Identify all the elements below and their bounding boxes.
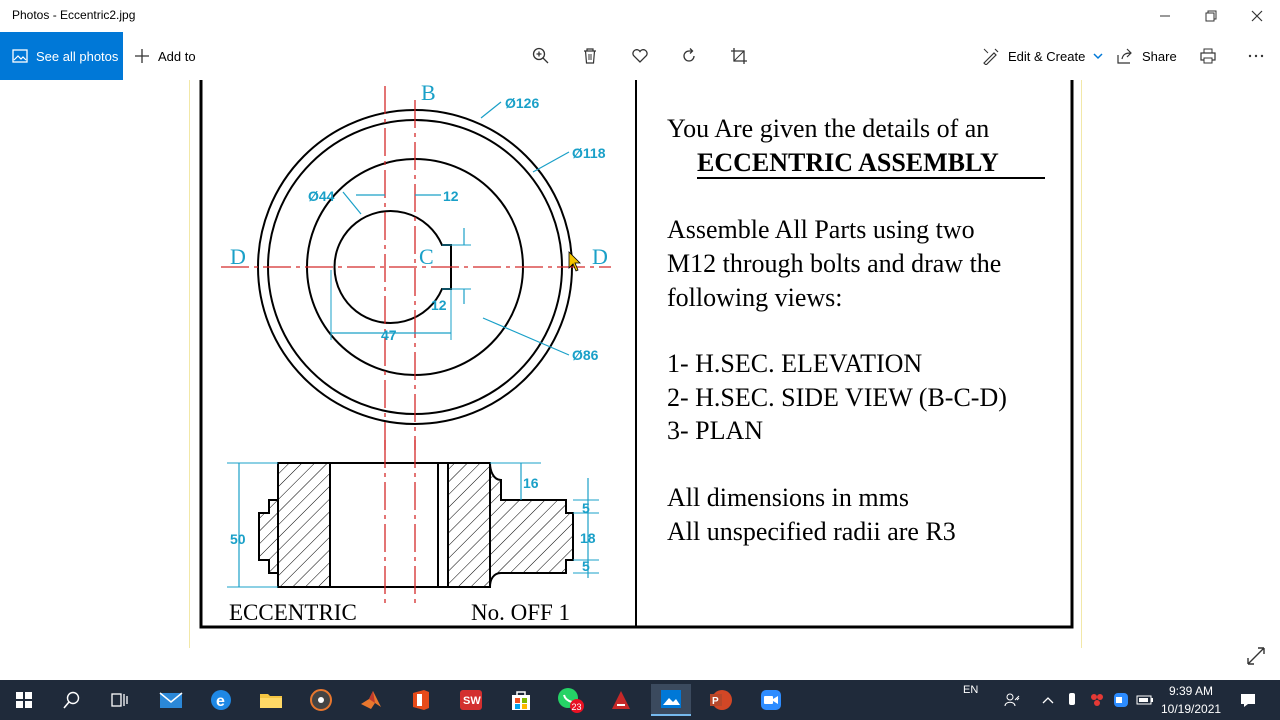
favorite-button[interactable] [628,44,652,68]
powerpoint-icon [709,689,733,711]
windows-icon [16,692,32,708]
tray-zoom[interactable] [1108,684,1134,716]
folder-icon [259,690,283,710]
engineering-drawing [190,80,1083,648]
dim-12-top: 12 [443,188,459,204]
top-view [221,86,611,450]
instruction-intro: You Are given the details of an [667,114,990,143]
label-d-left: D [230,244,246,269]
tray-app-icon [1089,692,1105,708]
chevron-down-icon [1093,51,1103,61]
dim-86: Ø86 [572,347,599,363]
trash-icon [581,47,599,65]
battery-icon [1136,694,1154,706]
dim-50: 50 [230,531,246,547]
add-to-button[interactable] [134,32,196,80]
full-screen-button[interactable] [1246,646,1266,666]
rotate-button[interactable] [677,44,701,68]
taskbar-matlab[interactable] [351,684,391,716]
zoom-tray-icon [1113,692,1129,708]
close-button[interactable] [1234,0,1280,32]
taskbar-photos[interactable] [651,684,691,716]
svg-text:SW: SW [463,695,481,707]
more-options-button[interactable] [1244,44,1268,68]
instruction-para-2: M12 through bolts and draw the [667,249,1002,278]
task-view-button[interactable] [100,684,140,716]
close-icon [1251,10,1263,22]
zoom-meeting-icon [760,689,782,711]
taskbar-powerpoint[interactable] [701,684,741,716]
instruction-view-1: 1- H.SEC. ELEVATION [667,349,923,378]
instruction-note-2: All unspecified radii are R3 [667,517,956,546]
whatsapp-badge: 23 [571,702,582,712]
mail-icon [159,690,183,710]
edit-icon [982,47,1000,65]
search-button[interactable] [52,684,92,716]
minimize-button[interactable] [1142,0,1188,32]
language-indicator[interactable]: EN [963,684,979,696]
mouse-cursor-icon [569,252,580,271]
taskbar-mail[interactable] [151,684,191,716]
see-all-label: See all photos [36,48,119,64]
part-quantity: No. OFF 1 [471,600,571,625]
dim-118: Ø118 [572,145,606,161]
instruction-heading: ECCENTRIC ASSEMBLY [697,148,999,177]
dim-5-top: 5 [582,500,590,516]
action-center-button[interactable] [1232,684,1264,716]
printer-icon [1199,47,1217,65]
instruction-view-2: 2- H.SEC. SIDE VIEW (B-C-D) [667,383,1007,412]
label-d-right: D [592,244,608,269]
taskbar [0,680,1280,720]
task-view-icon [111,691,129,709]
chevron-up-icon [1042,695,1054,705]
title-bar [0,0,1280,32]
taskbar-autocad[interactable] [601,684,641,716]
edge-icon [210,689,232,711]
media-player-icon [310,689,332,711]
taskbar-store[interactable] [501,684,541,716]
people-icon [1004,692,1020,708]
tray-usb[interactable] [1060,684,1084,716]
share-label: Share [1142,48,1177,64]
crop-icon [730,47,748,65]
taskbar-file-explorer[interactable] [251,684,291,716]
dim-47: 47 [381,327,397,343]
window-title: Photos - Eccentric2.jpg [12,8,136,22]
tray-app[interactable] [1084,684,1110,716]
dim-5-bottom: 5 [582,558,590,574]
expand-icon [1246,646,1266,666]
svg-text:e: e [216,693,225,710]
zoom-icon [532,47,550,65]
dim-126: Ø126 [505,95,540,111]
taskbar-edge[interactable] [201,684,241,716]
edit-create-label: Edit & Create [1008,48,1086,64]
part-name: ECCENTRIC [229,600,357,625]
zoom-button[interactable] [529,44,553,68]
dim-44: Ø44 [308,188,335,204]
dim-12-side: 12 [431,297,447,313]
photo-image [189,80,1082,648]
instruction-view-3: 3- PLAN [667,416,764,445]
tray-people[interactable] [996,684,1028,716]
photos-icon [12,48,28,64]
instruction-note-1: All dimensions in mms [667,483,909,512]
delete-button[interactable] [578,44,602,68]
clock-time[interactable]: 9:39 AM [1169,684,1214,698]
clock-date[interactable]: 10/19/2021 [1161,702,1222,716]
section-view [227,440,599,605]
taskbar-whatsapp[interactable] [551,684,591,716]
print-button[interactable] [1196,44,1220,68]
tray-show-hidden[interactable] [1034,684,1062,716]
plus-icon [134,48,150,64]
instruction-para-3: following views: [667,283,843,312]
crop-button[interactable] [727,44,751,68]
restore-button[interactable] [1188,0,1234,32]
autocad-icon [610,689,632,711]
matlab-icon [360,689,382,711]
whatsapp-icon [556,687,586,713]
more-icon [1247,47,1265,65]
store-icon [510,689,532,711]
heart-icon [631,47,649,65]
tray-battery[interactable] [1132,684,1158,716]
share-icon [1116,47,1134,65]
solidworks-icon [459,689,483,711]
dim-16: 16 [523,475,539,491]
minimize-icon [1159,10,1171,22]
taskbar-media[interactable] [301,684,341,716]
dim-18: 18 [580,530,596,546]
restore-icon [1205,10,1217,22]
photos-toolbar [0,32,1280,80]
start-button[interactable] [4,684,44,716]
svg-text:P: P [712,696,719,707]
photos-app-icon [660,689,682,709]
office-icon [411,689,431,711]
label-b: B [421,80,436,105]
taskbar-zoom[interactable] [751,684,791,716]
instruction-para-1: Assemble All Parts using two [667,215,975,244]
search-icon [63,691,81,709]
add-to-label: Add to [158,48,196,64]
taskbar-solidworks[interactable] [451,684,491,716]
notification-icon [1240,692,1256,708]
share-button[interactable] [1116,32,1177,80]
label-c: C [419,244,434,269]
rotate-icon [680,47,698,65]
taskbar-office[interactable] [401,684,441,716]
see-all-photos-button[interactable] [0,32,123,80]
edit-create-button[interactable] [982,32,1103,80]
usb-icon [1067,692,1077,708]
